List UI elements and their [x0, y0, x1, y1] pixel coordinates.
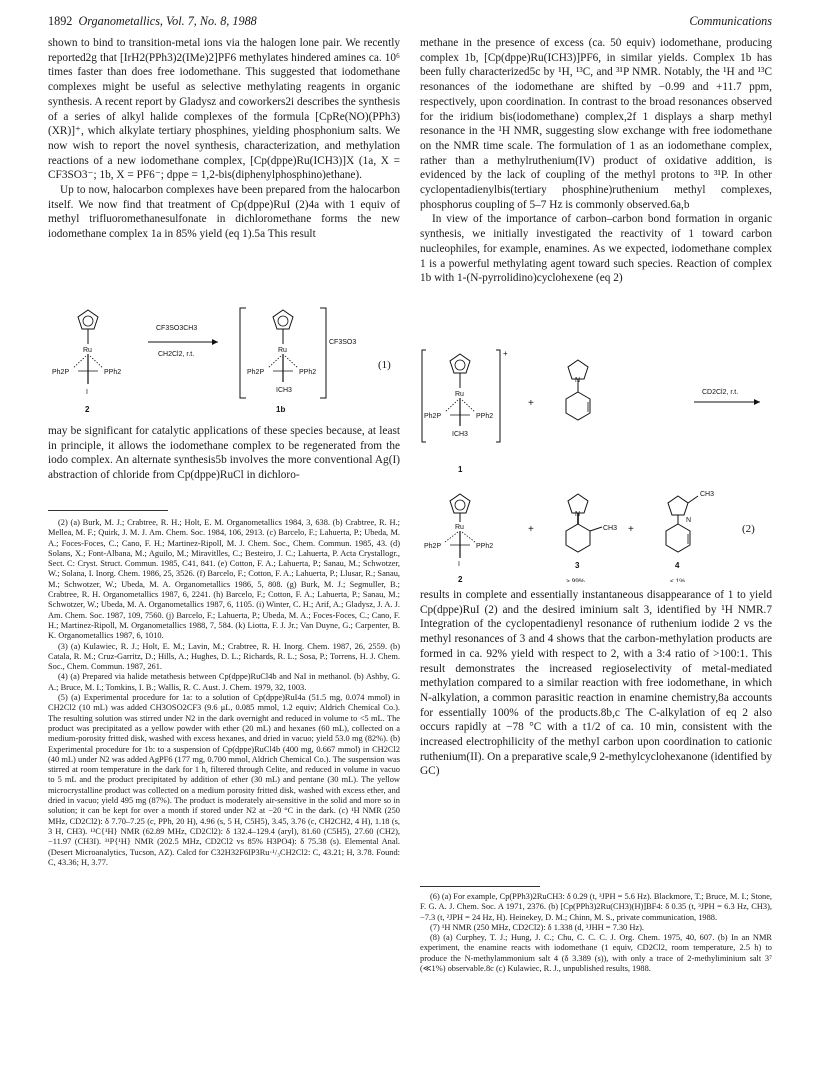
- pph2-right-label: PPh2: [299, 369, 317, 376]
- footnote: (3) (a) Kulawiec, R. J.; Holt, E. M.; Lavin, M.; Crabtree, R. H. Inorg. Chem. 1987, 26, 2559. (b) Catala, R. M.; Cruz-Garritz, D.; Hills, A.; Hughes, D. L.; Richards, R. L.; Sosa, P.; Torrens, H. J. Chem. Soc., Chem. Commun. 1987, 261.: [48, 641, 400, 672]
- cp-ring-icon: [450, 354, 470, 373]
- pph2-left-label: Ph2P: [424, 543, 442, 550]
- journal-citation: Organometallics, Vol. 7, No. 8, 1988: [78, 14, 257, 28]
- yield-3: > 99%: [566, 578, 585, 582]
- cation-charge: +: [503, 349, 508, 358]
- pph2-left-label: Ph2P: [424, 413, 442, 420]
- reagent-label: CF3SO3CH3: [156, 325, 198, 332]
- ch3-label: CH3: [700, 491, 715, 498]
- equation-number: (1): [378, 359, 391, 371]
- paragraph: Up to now, halocarbon complexes have been prepared from the halocarbon itself. We now find that treatment of Cp(dppe)RuI (2)4a with 1 equiv of methyl trifluoromethanesulfonate in dichloromethane forms the new iodomethane complex 1a in 85% yield (eq 1).5a This result: [48, 184, 400, 241]
- footnote-rule: [48, 510, 168, 511]
- compound-number: 2: [458, 575, 463, 582]
- pph2-right-label: PPh2: [476, 413, 494, 420]
- right-column-intro: [420, 36, 772, 286]
- footnote: (4) (a) Prepared via halide metathesis between Cp(dppe)RuCl4b and NaI in methanol. (b) Ashby, G. A.; Bruce, M. I.; Tomkins, I. B.; Wallis, R. C. Aust. J. Chem. 1979, 32, 1003.: [48, 672, 400, 692]
- compound-number: 2: [85, 405, 90, 414]
- footnote: (8) (a) Curphey, T. J.; Hung, J. C.; Chu, C. C. C. J. Org. Chem. 1975, 40, 607. (b) In an NMR experiment, the enamine reacts with iodomethane (1 equiv, CD2Cl2, room temperature, 2.5 h) to produce the N-methylammonium salt 4 (δ 3.389 (s)), with only a trace of 2-methyliminium salt 3⁷ (≪1%) observable.8c (c) Kulawiec, R. J., unpublished results, 1988.: [420, 933, 772, 974]
- cp-ring-icon: [78, 310, 98, 329]
- pph2-left-label: Ph2P: [247, 369, 265, 376]
- footnotes-right: [420, 892, 772, 974]
- cp-ring-icon: [450, 494, 470, 513]
- ruthenium-label: Ru: [83, 347, 92, 354]
- iodo-label: I: [458, 561, 460, 568]
- nitrogen-label: N: [686, 517, 692, 524]
- compound-number: 1b: [276, 405, 286, 414]
- section-title: Communications: [689, 14, 772, 28]
- iodo-label: I: [86, 389, 88, 396]
- ich3-label: ICH3: [276, 387, 292, 394]
- ruthenium-label: Ru: [455, 391, 464, 398]
- pph2-right-label: PPh2: [104, 369, 122, 376]
- footnote: (5) (a) Experimental procedure for 1a: to a solution of Cp(dppe)RuI4a (51.5 mg, 0.074 mmol) in CH2Cl2 (10 mL) was added CH3OSO2CF3 (9.6 μL, 0.085 mmol, 1.2 equiv; Aldrich Chemical Co.). The resulting solution was stirred under N2 in the dark overnight and reduced in volume to <5 mL. The product was precipitated as a yellow powder with ether (20 mL) and hexanes (60 mL), collected on a medium-porosity fritted disk, washed with excess hexanes, and dried in vacuo; yield 53.0 mg (82%). (b) Experimental procedure for 1b: to a suspension of Cp(dppe)RuCl4b (400 mg, 0.667 mmol) in CH2Cl2 (40 mL) under N2 was added AgPF6 (177 mg, 0.700 mmol, Aldrich Chemical Co.). The suspension was stirred at room temperature in the dark for 1 h, filtered through Celite, and reduced in volume in vacuo to 5 mL and the product precipitated by addition of ether (30 mL) and pentane (30 mL). The yellow microcrystalline product was collected on a medium porosity fritted disk, washed with excess ether, and dried in vacuo; yield 495 mg (87%). The product is moderately air-sensitive in the solid and more so in solution; it can be kept for over a month if stored under N2 at −20 °C in the dark. (c) ¹H NMR (250 MHz, CD2Cl2): δ 7.70–7.25 (c, PPh, 20 H), 4.96 (s, 5 H, C5H5), 3.45, 3.76 (c, CH2CH2, 4 H), 1.18 (s, 3 H, CH3). ¹³C{¹H} NMR (62.89 MHz, CD2Cl2): δ 132.4–129.4 (aryl), 81.60 (C5H5), 27.60 (CH2), −11.97 (CH3I). ³¹P{¹H} NMR (202.5 MHz, CD2Cl2 vs 85% H3PO4): δ 75.38 (s). Elemental Anal. (Desert Microanalytics, Tucson, AZ). Calcd for C32H32F6IP3Ru·¹/₃CH2Cl2: C, 43.21; H, 3.78. Found: C, 43.36; H, 3.77.: [48, 693, 400, 867]
- page-number: 1892: [48, 14, 73, 28]
- yield-4: < 1%: [670, 578, 685, 582]
- ruthenium-label: Ru: [455, 524, 464, 531]
- right-column-results: [420, 588, 772, 779]
- footnote: (6) (a) For example, Cp(PPh3)2RuCH3: δ 0.29 (t, ³JPH = 5.6 Hz). Blackmore, T.; Bruce, M. I.; Stone, F. G. A. J. Chem. Soc. A 1971, 2376. (b) [Cp(PPh3)2Ru(CH3)(H)]BF4: δ 0.35 (t, ³JPH = 6.3 Hz, CH3), −7.3 (t, ²JPH = 24 Hz, H). Heinekey, D. M.; Chinn, M. S., private communication, 1988.: [420, 892, 772, 922]
- conditions-label: CD2Cl2, r.t.: [702, 389, 739, 396]
- paragraph: In view of the importance of carbon–carbon bond formation in organic synthesis, we initially investigated the reactivity of 1 toward carbon nucleophiles, for example, enamines. As we expected, iodomethane complex 1 is a powerful methylating agent toward such species. Reaction of complex 1b with 1-(N-pyrrolidino)cyclohexene (eq 2): [420, 213, 772, 285]
- equation-number: (2): [742, 523, 755, 535]
- plus-sign: +: [528, 398, 534, 409]
- conditions-label: CH2Cl2, r.t.: [158, 351, 195, 358]
- ruthenium-label: Ru: [278, 347, 287, 354]
- left-column-continued: [48, 424, 400, 483]
- ch3-label: CH3: [603, 525, 618, 532]
- ich3-label: ICH3: [452, 431, 468, 438]
- iminium-structure: [566, 494, 602, 552]
- footnote: (2) (a) Burk, M. J.; Crabtree, R. H.; Holt, E. M. Organometallics 1984, 3, 638. (b) Crabtree, R. H.; Mellea, M. F.; Quirk, J. M. J. Am. Chem. Soc. 1984, 106, 2913. (c) Barcelo, F.; Lahuerta, P.; Ubeda, M. A.; Foces-Foces, C.; Cano, F. H.; Martinez-Ripoll, M. J. Chem. Soc., Chem. Commun. 1985, 43. (d) Solans, X.; Font-Albana, M.; Aguilo, M.; Miravitlles, C.; Besteiro, J. C.; Lahuerta, P. Acta Crystallogr., Sect. C: Cryst. Struct. Commun. 1985, C41, 841. (e) Cotton, F. A.; Lahuerta, P.; Sanau, M.; Schwotzer, W.; Solana, I. Inorg. Chem. 1986, 25, 3526. (f) Barcelo, F.; Cotton, F. A.; Lahuerta, P.; Llusar, R.; Sanau, M.; Schwotzer, W.; Ubeda, M. A. Organometallics 1986, 5, 808. (g) Burk, M. J.; Segmuller, B.; Crabtree, R. H. Organometallics 1987, 6, 2241. (h) Barcelo, F.; Cotton, F. A.; Lahuerta, P.; Sanau, M.; Schwotzer, W.; Ubeda, M. A. Organometallics 1987, 6, 1105. (i) Winter, C. H.; Arif, A.; Gladysz, J. A. J. Am. Chem. Soc. 1987, 109, 7560. (j) Barcelo, F.; Lahuerta, P.; Ubeda, M. A.; Foces-Foces, C.; Cano, F. H.; Martinez-Ripoll, M. Organometallics 1988, 7, 584. (k) Liotta, F. J. Jr.; Van Duyne, G.; Carpenter, B. K. Organometallics 1987, 6, 1010.: [48, 518, 400, 641]
- paragraph: methane in the presence of excess (ca. 50 equiv) iodomethane, producing complex 1b, [Cp(dppe)Ru(ICH3)]PF6, in similar yields. Complex 1b has been fully characterized5c by ¹H, ¹³C, and ³¹P NMR. Notably, the ¹H and ¹³C resonances of the iodomethane are shifted by −0.99 and +11.7 ppm, respectively, upon coordination. In contrast to the broad resonances observed for the iridium bis(iodomethane) complex,2f 1 displays a sharp methyl resonance in the ¹H NMR, suggesting slow exchange with free iodomethane on the NMR time scale. The formulation of 1 as an iodomethane complex, rather than a methylruthenium(IV) product of oxidative addition, is evidenced by the lack of coupling of the methyl protons to ³¹P. In other cyclopentadienylbis(tertiary phosphine)ruthenium methyl complexes, phosphorus coupling of 5–7 Hz is commonly observed.6a,b: [420, 37, 772, 211]
- counterion-label: CF3SO3: [329, 339, 357, 346]
- paragraph: may be significant for catalytic applications of these species because, at least in principle, it allows the iodomethane complex to be regenerated from the iodo complex. An alternate synthesis5b involves the more conventional Ag(I) abstraction of chloride from Cp(dppe)RuCl in dichloro-: [48, 425, 400, 482]
- plus-sign: +: [628, 524, 634, 535]
- compound-number: 1: [458, 465, 463, 474]
- nitrogen-label: N: [575, 377, 581, 384]
- footnote: (7) ¹H NMR (250 MHz, CD2Cl2): δ 1.338 (d, ³JHH = 7.30 Hz).: [430, 922, 644, 932]
- pph2-left-label: Ph2P: [52, 369, 70, 376]
- footnote-rule: [420, 886, 540, 887]
- ammonium-structure: [666, 496, 698, 552]
- compound-number: 3: [575, 561, 580, 570]
- paragraph: shown to bind to transition-metal ions via the halogen lone pair. We recently reported2g that [IrH2(PPh3)2(IMe)2]PF6 methylates hindered amines ca. 10⁶ times faster than does free iodomethane. This suggested that iodomethane complexes might be useful as selective methylating reagents in organic synthesis. A recent report by Gladysz and coworkers2i describes the synthesis of a series of alkyl halide complexes of the formula [CpRe(NO)(PPh3)(XR)]⁺, which alkylate tertiary phosphines, yielding phosphonium salts. We now wish to report the novel synthesis, characterization, and methylation reactions of a new iodomethane complex, [Cp(dppe)Ru(ICH3)]X (1a, X = CF3SO3⁻; 1b, X = PF6⁻; dppe = 1,2-bis(diphenylphosphino)ethane).: [48, 37, 400, 182]
- page-header-left: [48, 14, 257, 29]
- pph2-right-label: PPh2: [476, 543, 494, 550]
- left-column-intro: [48, 36, 400, 242]
- paragraph: results in complete and essentially instantaneous disappearance of 1 to yield Cp(dppe)RuI (2) and the desired iminium salt 3, identified by ¹H NMR.7 Integration of the cyclopentadienyl resonance of ruthenium iodide 2 vs the methyl resonances of 3 and 4 shows that the carbon-methylation products are formed in ca. 92% yield with respect to 2, with a 3:4 ratio of >100:1. This result demonstrates the increased regioselectivity of metal-mediated methylation compared to a similar reaction with free iodomethane, in which N-alkylation, a common parasitic reaction in enamine chemistry,8a accounts for essentially 100% of the products.8b,c The C-alkylation of eq 2 also occurs rapidly at −78 °C with a t1/2 of ca. 10 min, consistent with the increased electrophilicity of the methyl carbon upon coordination to cationic ruthenium(II). On a preparative scale,9 2-methylcyclohexanone (identified by GC): [420, 589, 772, 778]
- equation-1-scheme: [48, 302, 400, 424]
- cp-ring-icon: [273, 310, 293, 329]
- footnotes-left: [48, 518, 400, 868]
- compound-number: 4: [675, 561, 680, 570]
- enamine-structure: [566, 360, 590, 420]
- running-header: [48, 14, 772, 34]
- nitrogen-label: N: [575, 511, 581, 518]
- plus-sign: +: [528, 524, 534, 535]
- equation-2-scheme: [420, 346, 772, 582]
